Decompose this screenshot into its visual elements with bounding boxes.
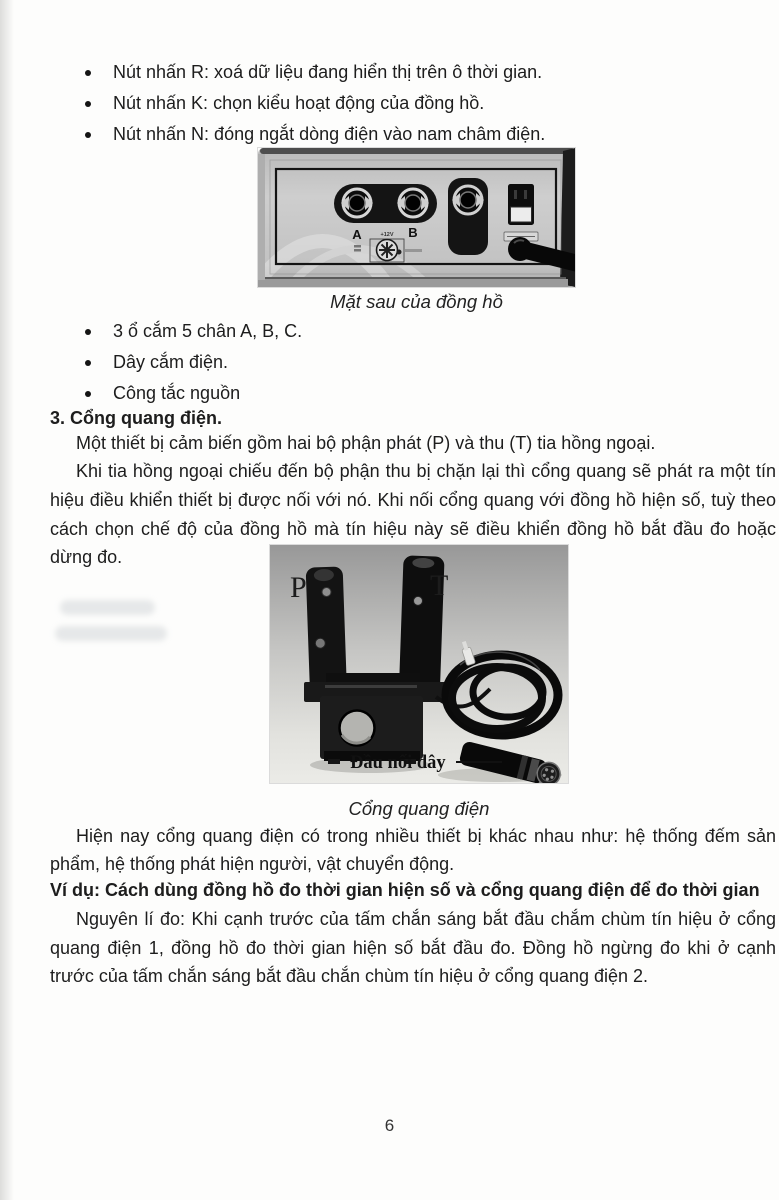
power-switch xyxy=(508,184,534,225)
bullet-dot-icon xyxy=(85,391,91,397)
sensor-paragraph: Một thiết bị cảm biến gồm hai bộ phận phát (P) và thu (T) tia hồng ngoại. xyxy=(76,433,656,453)
photogate-photo xyxy=(270,545,568,783)
section-heading: 3. Cổng quang điện. xyxy=(50,408,222,428)
bullet-text: Nút nhấn N: đóng ngắt dòng điện vào nam châm điện. xyxy=(113,124,546,144)
dial-voltage-label: +12V xyxy=(380,232,394,238)
receiver-label: T xyxy=(430,569,449,602)
emitter-label: P xyxy=(290,571,307,604)
clock-parts-bullet-list xyxy=(85,316,302,409)
socket-b-label: B xyxy=(408,225,418,240)
clock-back-photo xyxy=(258,148,575,287)
principle-paragraph: Nguyên lí đo: Khi cạnh trước của tấm chắn sáng bắt đầu chắm chùm tín hiệu ở cổng quang điện 1, đồng hồ đo thời gian hiện số bắt đầu đo. Đồng hồ ngừng đo khi ở cạnh trước của tấm chắn sáng bắt đầu chắn chùm tín hiệu ở cổng quang điện 2. xyxy=(50,909,776,987)
clock-back-caption: Mặt sau của đồng hồ xyxy=(330,291,503,312)
ink-bleedthrough-artifact xyxy=(55,626,167,641)
bullet-text: Dây cắm điện. xyxy=(113,352,229,372)
photogate-illustration xyxy=(270,545,568,783)
clock-back-illustration xyxy=(258,148,575,287)
list-item xyxy=(85,119,545,150)
socket-panel-ab xyxy=(334,184,437,223)
ink-bleedthrough-artifact xyxy=(60,600,155,615)
socket-a-label: A xyxy=(352,227,362,242)
socket-panel-c xyxy=(448,178,488,255)
list-item xyxy=(85,88,545,119)
bullet-dot-icon xyxy=(85,132,91,138)
list-item xyxy=(85,316,302,347)
photogate-caption: Cổng quang điện xyxy=(348,798,490,819)
bullet-text: Công tắc nguồn xyxy=(113,383,241,403)
bullet-text: Nút nhấn K: chọn kiểu hoạt động của đồng hồ. xyxy=(113,93,485,113)
list-item xyxy=(85,347,302,378)
connector-label: Đầu nối dây xyxy=(350,753,446,773)
bullet-text: Nút nhấn R: xoá dữ liệu đang hiển thị trên ô thời gian. xyxy=(113,62,543,82)
bullet-dot-icon xyxy=(85,101,91,107)
bullet-text: 3 ổ cắm 5 chân A, B, C. xyxy=(113,321,303,341)
bullet-dot-icon xyxy=(85,70,91,76)
page-left-edge-shading xyxy=(0,0,14,1200)
list-item xyxy=(85,57,545,88)
button-function-bullet-list xyxy=(85,57,545,150)
example-heading: Ví dụ: Cách dùng đồng hồ đo thời gian hiện số và cổng quang điện để đo thời gian xyxy=(50,880,760,900)
applications-paragraph: Hiện nay cổng quang điện có trong nhiều thiết bị khác nhau như: hệ thống đếm sản phẩm, hệ thống phát hiện người, vật chuyển động. xyxy=(50,826,776,874)
bullet-dot-icon xyxy=(85,360,91,366)
page-number: 6 xyxy=(384,1116,395,1135)
bullet-dot-icon xyxy=(85,329,91,335)
operation-paragraph: Khi tia hồng ngoại chiếu đến bộ phận thu bị chặn lại thì cổng quang sẽ phát ra một tín hiệu điều khiển thiết bị được nối với nó. Khi nối cổng quang với đồng hồ hiện số, tuỳ theo cách chọn chế độ của đồng hồ mà tín hiệu này sẽ điều khiển đồng hồ bắt đầu đo hoặc dừng đo. xyxy=(50,461,776,568)
